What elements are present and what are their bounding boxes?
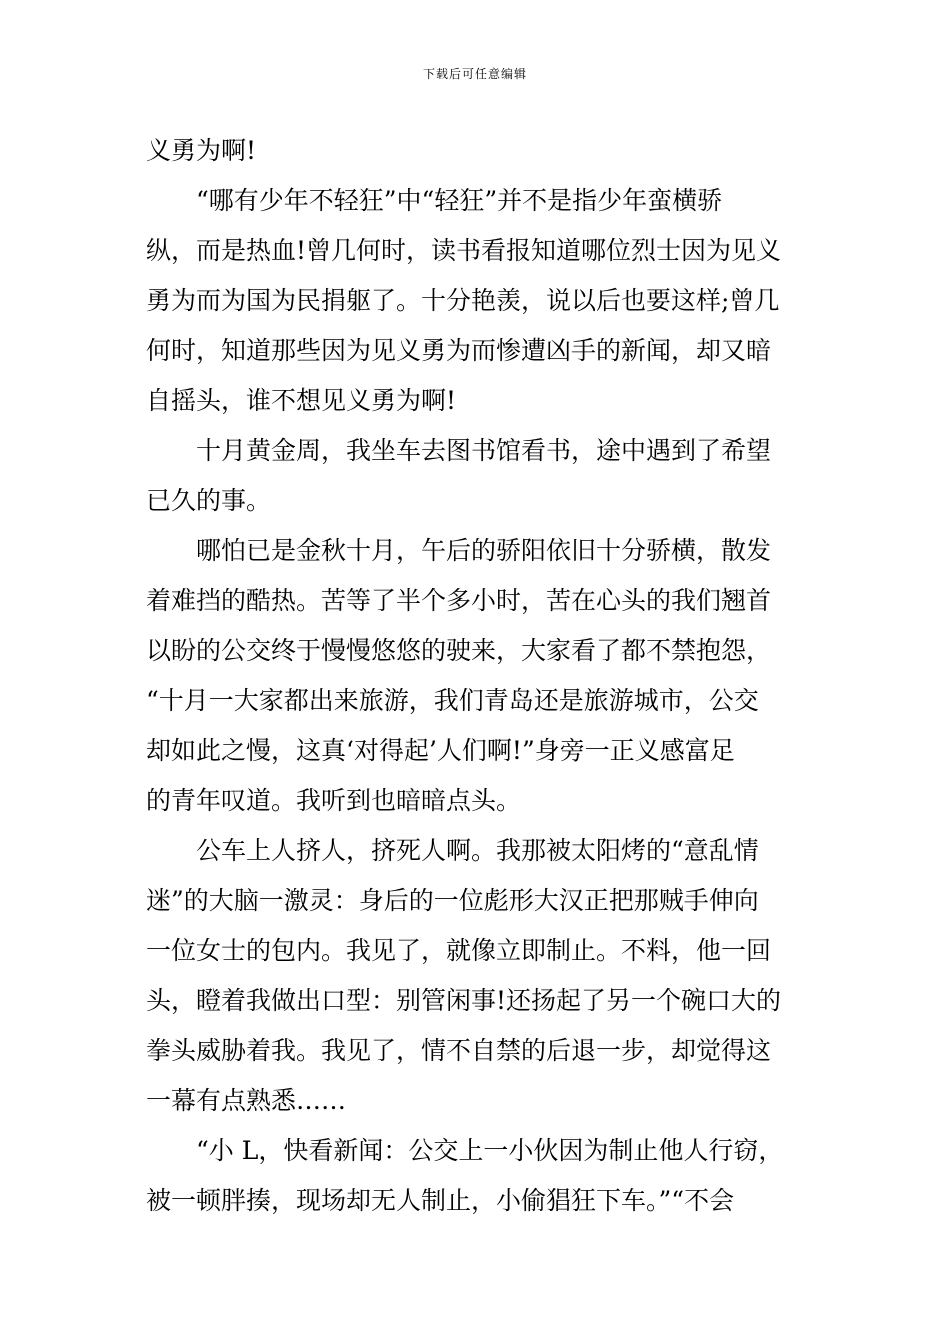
text-line: 以盼的公交终于慢慢悠悠的驶来，大家看了都不禁抱怨，	[146, 636, 772, 665]
page-header: 下载后可任意编辑	[422, 67, 527, 81]
text-line: 自摇头，谁不想见义勇为啊!	[146, 386, 457, 415]
text-line: 的青年叹道。我听到也暗暗点头。	[146, 786, 522, 815]
text-line: 公车上人挤人，挤死人啊。我那被太阳烤的“意乱情	[196, 836, 759, 865]
text-line: 已久的事。	[146, 486, 272, 515]
text-line: 十月黄金周，我坐车去图书馆看书，途中遇到了希望	[196, 436, 772, 465]
text-line: 何时，知道那些因为见义勇为而惨遭凶手的新闻，却又暗	[146, 336, 772, 365]
text-line: “哪有少年不轻狂”中“轻狂”并不是指少年蛮横骄	[196, 186, 723, 215]
text-line: 却如此之慢，这真‘对得起’人们啊!”身旁一正义感富足	[146, 736, 735, 765]
text-line: 义勇为啊!	[146, 136, 257, 165]
paragraph	[146, 126, 808, 176]
paragraph	[146, 826, 808, 1126]
text-line: “小 L，快看新闻：公交上一小伙因为制止他人行窃，	[196, 1136, 784, 1165]
paragraph	[146, 526, 808, 826]
text-line: 拳头威胁着我。我见了，情不自禁的后退一步，却觉得这	[146, 1036, 772, 1065]
text-line: 被一顿胖揍，现场却无人制止，小偷猖狂下车。”“不会	[146, 1186, 735, 1215]
paragraph	[146, 426, 808, 526]
paragraph	[146, 1126, 808, 1226]
text-line: 一位女士的包内。我见了，就像立即制止。不料，他一回	[146, 936, 772, 965]
text-line: 哪怕已是金秋十月，午后的骄阳依旧十分骄横，散发	[196, 536, 772, 565]
text-line: 勇为而为国为民捐躯了。十分艳羡，说以后也要这样;曾几	[146, 286, 780, 315]
paragraph	[146, 176, 808, 426]
text-line: 着难挡的酷热。苦等了半个多小时，苦在心头的我们翘首	[146, 586, 772, 615]
document-body	[146, 126, 808, 1226]
text-line: 迷”的大脑一激灵：身后的一位彪形大汉正把那贼手伸向	[146, 886, 759, 915]
text-line: 头，瞪着我做出口型：别管闲事!还扬起了另一个碗口大的	[146, 986, 782, 1015]
text-line: 一幕有点熟悉……	[146, 1086, 347, 1115]
text-line: “十月一大家都出来旅游，我们青岛还是旅游城市，公交	[146, 686, 759, 715]
text-line: 纵，而是热血!曾几何时，读书看报知道哪位烈士因为见义	[146, 236, 782, 265]
